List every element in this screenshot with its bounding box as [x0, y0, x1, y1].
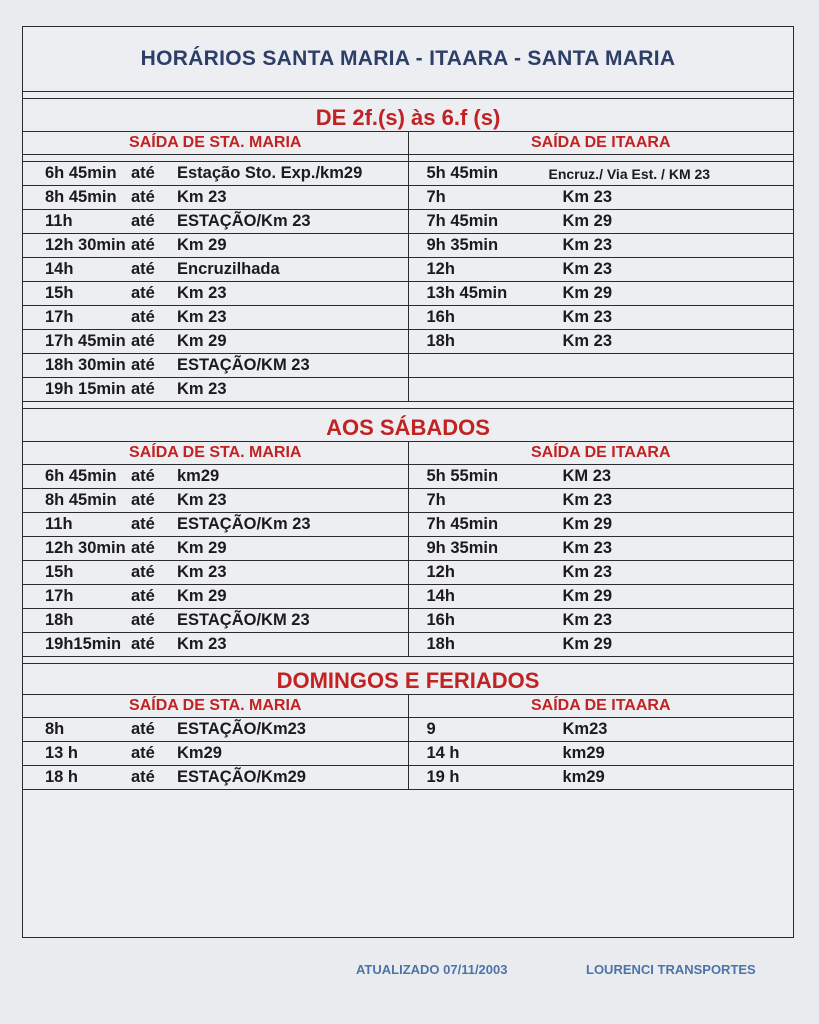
- destination: Km 23: [562, 188, 613, 206]
- table-row: [23, 306, 408, 330]
- table-row: [409, 210, 794, 234]
- departure-time: 7h: [426, 188, 446, 206]
- table-row: [409, 306, 794, 330]
- divider: [23, 402, 793, 409]
- destination: km29: [562, 768, 605, 786]
- departures-santa-maria: [23, 132, 408, 401]
- table-row: [23, 186, 408, 210]
- until-label: até: [131, 720, 155, 738]
- until-label: até: [131, 164, 155, 182]
- table-row: [409, 234, 794, 258]
- until-label: até: [131, 380, 155, 398]
- departure-time: 12h 30min: [45, 236, 126, 254]
- destination: Km 23: [562, 491, 613, 509]
- table-row: [23, 585, 408, 609]
- column-header: SAÍDA DE ITAARA: [409, 132, 794, 155]
- departure-time: 17h: [45, 308, 74, 326]
- departure-time: 17h: [45, 587, 74, 605]
- destination: ESTAÇÃO/KM 23: [177, 356, 310, 374]
- schedule-table: [23, 441, 793, 657]
- destination: Km 23: [177, 188, 227, 206]
- destination: Km 29: [562, 587, 613, 605]
- destination: Km23: [562, 720, 608, 738]
- title-box: [23, 27, 793, 92]
- destination: Km 29: [177, 236, 227, 254]
- destination: km29: [562, 744, 605, 762]
- document-title: HORÁRIOS SANTA MARIA - ITAARA - SANTA MARIA: [140, 47, 676, 70]
- departure-time: 17h 45min: [45, 332, 126, 350]
- destination: Km 23: [562, 308, 613, 326]
- departure-time: 18h: [426, 635, 455, 653]
- departures-itaara: [408, 442, 794, 656]
- until-label: até: [131, 236, 155, 254]
- table-row: [23, 210, 408, 234]
- schedule-table: [23, 694, 793, 790]
- departure-time: 7h: [426, 491, 446, 509]
- column-header: SAÍDA DE ITAARA: [409, 442, 794, 465]
- destination: Km 29: [562, 635, 613, 653]
- departure-time: 8h 45min: [45, 188, 117, 206]
- table-row: [409, 258, 794, 282]
- company-name: LOURENCI TRANSPORTES: [586, 962, 756, 977]
- until-label: até: [131, 611, 155, 629]
- section-heading: DE 2f.(s) às 6.f (s): [315, 105, 501, 130]
- column-header: SAÍDA DE ITAARA: [409, 695, 794, 718]
- until-label: até: [131, 260, 155, 278]
- destination: Km 23: [177, 308, 227, 326]
- destination: Km 23: [177, 491, 227, 509]
- departures-santa-maria: [23, 442, 408, 656]
- table-row: [23, 513, 408, 537]
- departures-santa-maria: [23, 695, 408, 789]
- departure-time: 12h 30min: [45, 539, 126, 557]
- departure-time: 15h: [45, 284, 74, 302]
- departure-time: 6h 45min: [45, 467, 117, 485]
- destination: ESTAÇÃO/Km 23: [177, 212, 311, 230]
- table-row: [23, 766, 408, 789]
- table-row: [409, 561, 794, 585]
- spacer-row: [409, 155, 794, 162]
- section-heading: AOS SÁBADOS: [326, 415, 490, 440]
- until-label: até: [131, 356, 155, 374]
- departure-time: 16h: [426, 308, 455, 326]
- table-row: [23, 378, 408, 401]
- destination: Km 29: [562, 515, 613, 533]
- table-row: [409, 633, 794, 656]
- departure-time: 12h: [426, 563, 455, 581]
- destination: Km 29: [562, 212, 613, 230]
- table-row: [409, 609, 794, 633]
- departure-time: 14h: [45, 260, 74, 278]
- until-label: até: [131, 212, 155, 230]
- section-heading-wrap: [23, 664, 793, 694]
- departure-time: 19 h: [426, 768, 460, 786]
- table-row: [23, 258, 408, 282]
- table-row: [409, 378, 794, 401]
- table-row: [409, 465, 794, 489]
- table-row: [23, 162, 408, 186]
- departure-time: 7h 45min: [426, 515, 499, 533]
- table-row: [23, 561, 408, 585]
- destination: ESTAÇÃO/Km29: [177, 768, 306, 786]
- spacer-row: [23, 155, 408, 162]
- departure-time: 14 h: [426, 744, 460, 762]
- until-label: até: [131, 635, 155, 653]
- departure-time: 6h 45min: [45, 164, 117, 182]
- departure-time: 18h: [45, 611, 74, 629]
- departure-time: 16h: [426, 611, 455, 629]
- divider: [23, 92, 793, 99]
- table-row: [23, 282, 408, 306]
- column-header: SAÍDA DE STA. MARIA: [23, 442, 408, 465]
- departure-time: 5h 45min: [426, 164, 499, 182]
- schedule-table: [23, 131, 793, 402]
- table-row: [23, 742, 408, 766]
- table-row: [23, 330, 408, 354]
- table-row: [23, 465, 408, 489]
- table-row: [409, 585, 794, 609]
- table-row: [409, 537, 794, 561]
- table-row: [23, 354, 408, 378]
- table-row: [23, 489, 408, 513]
- destination: Km 29: [177, 539, 227, 557]
- destination: Km 23: [562, 260, 613, 278]
- departure-time: 8h 45min: [45, 491, 117, 509]
- column-header: SAÍDA DE STA. MARIA: [23, 695, 408, 718]
- divider: [23, 657, 793, 664]
- until-label: até: [131, 188, 155, 206]
- destination: Km 23: [562, 611, 613, 629]
- until-label: até: [131, 539, 155, 557]
- table-row: [409, 513, 794, 537]
- departure-time: 11h: [45, 212, 73, 230]
- departure-time: 18h: [426, 332, 455, 350]
- departures-itaara: [408, 132, 794, 401]
- destination: ESTAÇÃO/Km23: [177, 720, 306, 738]
- departure-time: 7h 45min: [426, 212, 499, 230]
- table-row: [409, 282, 794, 306]
- departure-time: 8h: [45, 720, 65, 738]
- destination: Km 23: [562, 332, 613, 350]
- until-label: até: [131, 768, 155, 786]
- table-row: [23, 609, 408, 633]
- departure-time: 18h 30min: [45, 356, 126, 374]
- destination: Km 23: [562, 563, 613, 581]
- column-header: SAÍDA DE STA. MARIA: [23, 132, 408, 155]
- table-row: [409, 742, 794, 766]
- destination: Estação Sto. Exp./km29: [177, 164, 363, 182]
- departure-time: 13h 45min: [426, 284, 508, 302]
- table-row: [409, 718, 794, 742]
- destination: Km 29: [562, 284, 613, 302]
- destination: Encruz./ Via Est. / KM 23: [548, 165, 711, 182]
- destination: km29: [177, 467, 220, 485]
- destination: Encruzilhada: [177, 260, 280, 278]
- destination: Km 23: [562, 539, 613, 557]
- departure-time: 9h 35min: [426, 236, 499, 254]
- departure-time: 14h: [426, 587, 455, 605]
- table-row: [23, 537, 408, 561]
- table-row: [23, 718, 408, 742]
- destination: ESTAÇÃO/Km 23: [177, 515, 311, 533]
- until-label: até: [131, 332, 155, 350]
- table-row: [409, 766, 794, 789]
- destination: Km 23: [177, 380, 227, 398]
- destination: Km 29: [177, 587, 227, 605]
- until-label: até: [131, 308, 155, 326]
- section-heading-wrap: [23, 409, 793, 441]
- departure-time: 12h: [426, 260, 455, 278]
- departure-time: 13 h: [45, 744, 79, 762]
- section-heading-wrap: [23, 99, 793, 131]
- departure-time: 9h 35min: [426, 539, 499, 557]
- schedule-sheet: [22, 26, 794, 938]
- destination: Km 23: [562, 236, 613, 254]
- departure-time: 11h: [45, 515, 73, 533]
- destination: Km29: [177, 744, 222, 762]
- destination: KM 23: [562, 467, 612, 485]
- until-label: até: [131, 491, 155, 509]
- until-label: até: [131, 515, 155, 533]
- destination: Km 23: [177, 635, 227, 653]
- destination: ESTAÇÃO/KM 23: [177, 611, 310, 629]
- departure-time: 9: [426, 720, 436, 738]
- table-row: [409, 330, 794, 354]
- departure-time: 19h15min: [45, 635, 122, 653]
- destination: Km 29: [177, 332, 227, 350]
- destination: Km 23: [177, 563, 227, 581]
- until-label: até: [131, 587, 155, 605]
- departure-time: 5h 55min: [426, 467, 499, 485]
- sections-container: [23, 99, 793, 790]
- until-label: até: [131, 563, 155, 581]
- table-row: [409, 162, 794, 186]
- until-label: até: [131, 467, 155, 485]
- updated-date: ATUALIZADO 07/11/2003: [356, 962, 508, 977]
- section-heading: DOMINGOS E FERIADOS: [276, 668, 540, 693]
- until-label: até: [131, 284, 155, 302]
- table-row: [409, 489, 794, 513]
- departure-time: 19h 15min: [45, 380, 126, 398]
- until-label: até: [131, 744, 155, 762]
- table-row: [23, 234, 408, 258]
- table-row: [409, 186, 794, 210]
- table-row: [409, 354, 794, 378]
- table-row: [23, 633, 408, 656]
- departures-itaara: [408, 695, 794, 789]
- departure-time: 15h: [45, 563, 74, 581]
- departure-time: 18 h: [45, 768, 79, 786]
- destination: Km 23: [177, 284, 227, 302]
